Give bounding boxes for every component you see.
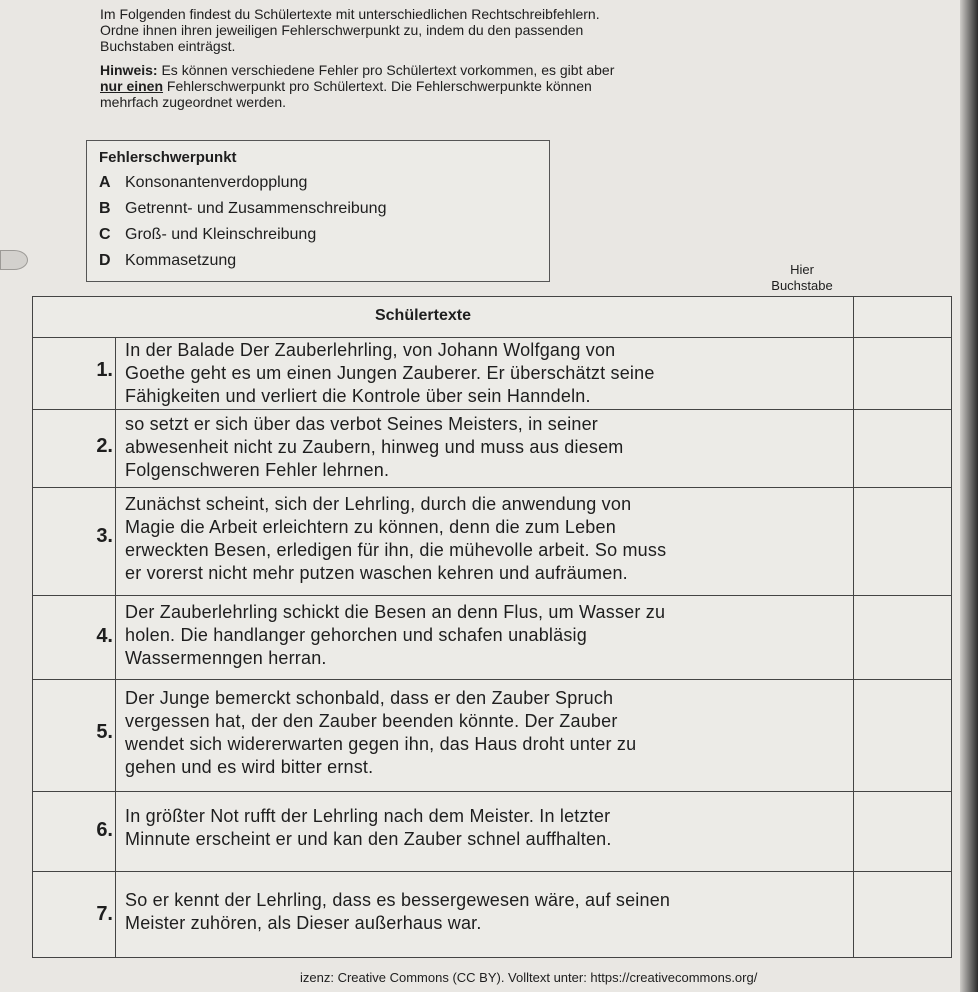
column-header-texts: Schülertexte [374, 307, 472, 324]
answer-field[interactable] [857, 339, 947, 407]
student-texts-table [32, 296, 952, 958]
text-line: Wassermenngen herran. [125, 648, 327, 668]
hint-line-3: mehrfach zugeordnet werden. [100, 94, 286, 110]
binder-clip [0, 250, 28, 270]
text-line: Goethe geht es um einen Jungen Zauberer. Er überschätzt seine [125, 363, 655, 383]
legend-item-b [99, 200, 549, 218]
text-line: Fähigkeiten und verliert die Kontrole über sein Hanndeln. [125, 386, 591, 406]
text-line: Folgenschweren Fehler lehrnen. [125, 460, 390, 480]
legend-letter: D [99, 252, 111, 269]
legend-label: Konsonantenverdopplung [125, 174, 308, 191]
row-number: 4. [96, 625, 113, 647]
instruction-line-3: Buchstaben einträgst. [100, 38, 236, 54]
instruction-text [100, 6, 800, 54]
table-row [33, 487, 951, 596]
row-text [125, 493, 845, 585]
answer-field[interactable] [857, 597, 947, 677]
row-text [125, 889, 845, 935]
legend-label: Getrennt- und Zusammenschreibung [125, 200, 387, 217]
hint-emphasis: nur einen [100, 78, 164, 94]
answer-field[interactable] [857, 873, 947, 955]
text-line: abwesenheit nicht zu Zaubern, hinweg und muss aus diesem [125, 437, 624, 457]
license-footer: izenz: Creative Commons (CC BY). Volltext unter: https://creativecommons.org/ [300, 970, 758, 985]
legend-letter: C [99, 226, 111, 243]
text-line: holen. Die handlanger gehorchen und schafen unabläsig [125, 625, 587, 645]
row-number: 6. [96, 819, 113, 841]
hint-word-1: Hier [790, 262, 814, 277]
hint-word-2: Buchstabe [771, 278, 833, 293]
text-line: gehen und es wird bitter ernst. [125, 757, 374, 777]
legend-letter: B [99, 200, 111, 217]
hint-text [100, 62, 800, 110]
hint-line-2: Fehlerschwerpunkt pro Schülertext. Die Fehlerschwerpunkte können [163, 78, 592, 94]
text-line: so setzt er sich über das verbot Seines Meisters, in seiner [125, 414, 599, 434]
text-line: In größter Not rufft der Lehrling nach dem Meister. In letzter [125, 806, 611, 826]
table-row [33, 595, 951, 680]
table-header [33, 297, 951, 338]
page-edge-shadow [960, 0, 978, 992]
row-number: 1. [96, 359, 113, 381]
text-line: wendet sich widererwarten gegen ihn, das Haus droht unter zu [125, 734, 637, 754]
text-line: vergessen hat, der den Zauber beenden könnte. Der Zauber [125, 711, 618, 731]
row-text [125, 601, 845, 670]
row-number: 5. [96, 721, 113, 743]
text-line: Der Zauberlehrling schickt die Besen an denn Flus, um Wasser zu [125, 602, 666, 622]
legend-title: Fehlerschwerpunkt [99, 149, 237, 166]
instruction-line-2: Ordne ihnen ihren jeweiligen Fehlerschwerpunkt zu, indem du den passenden [100, 22, 584, 38]
text-line: Minnute erscheint er und kan den Zauber schnel auffhalten. [125, 829, 612, 849]
legend-item-d [99, 252, 549, 270]
text-line: Meister zuhören, als Dieser außerhaus war. [125, 913, 482, 933]
row-text [125, 339, 845, 408]
instruction-line-1: Im Folgenden findest du Schülertexte mit unterschiedlichen Rechtschreibfehlern. [100, 6, 600, 22]
text-line: Magie die Arbeit erleichtern zu können, denn die zum Leben [125, 517, 616, 537]
text-line: erweckten Besen, erledigen für ihn, die mühevolle arbeit. So muss [125, 540, 667, 560]
row-number: 2. [96, 435, 113, 457]
row-text [125, 805, 845, 851]
answer-field[interactable] [857, 489, 947, 593]
answer-field[interactable] [857, 681, 947, 789]
table-row [33, 409, 951, 488]
row-number: 7. [96, 903, 113, 925]
hint-label: Hinweis: [100, 62, 158, 78]
instructions [100, 6, 800, 118]
legend-letter: A [99, 174, 111, 191]
row-text [125, 687, 845, 779]
table-row [33, 871, 951, 957]
hint-line-1: Es können verschiedene Fehler pro Schülertext vorkommen, es gibt aber [157, 62, 615, 78]
row-number: 3. [96, 525, 113, 547]
text-line: Zunächst scheint, sich der Lehrling, durch die anwendung von [125, 494, 632, 514]
table-row [33, 791, 951, 872]
table-row [33, 679, 951, 792]
answer-field[interactable] [857, 411, 947, 485]
text-line: er vorerst nicht mehr putzen waschen kehren und aufräumen. [125, 563, 628, 583]
error-focus-legend [86, 140, 550, 282]
legend-label: Kommasetzung [125, 252, 237, 269]
text-line: In der Balade Der Zauberlehrling, von Johann Wolfgang von [125, 340, 616, 360]
table-row [33, 337, 951, 410]
text-line: Der Junge bemerckt schonbald, dass er den Zauber Spruch [125, 688, 614, 708]
answer-field[interactable] [857, 793, 947, 869]
legend-item-a [99, 174, 549, 192]
text-line: So er kennt der Lehrling, dass es bessergewesen wäre, auf seinen [125, 890, 671, 910]
row-text [125, 413, 845, 482]
legend-label: Groß- und Kleinschreibung [125, 226, 317, 243]
legend-item-c [99, 226, 549, 244]
